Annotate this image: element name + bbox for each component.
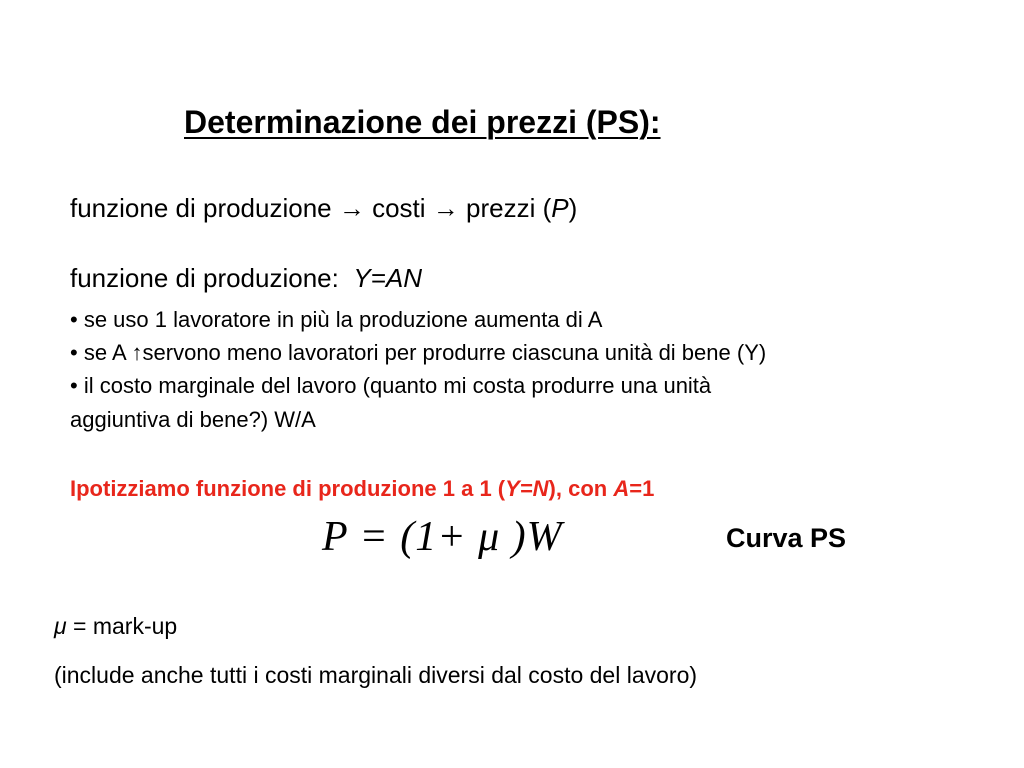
production-function-line [70, 263, 422, 294]
mu-equals: = [66, 613, 93, 639]
ps-formula: P = (1+ μ )W [322, 514, 563, 560]
hypothesis-value: =1 [629, 476, 655, 501]
hypothesis-variable: A [613, 476, 630, 501]
hypothesis-mid: ), con [548, 476, 614, 501]
bullet-item: • il costo marginale del lavoro (quanto mi costa produrre una unità [70, 373, 712, 398]
hypothesis-equation: Y=N [505, 476, 549, 501]
mu-definition [54, 613, 177, 640]
production-function-label: funzione di produzione: [70, 263, 339, 293]
production-chain-text: funzione di produzione → costi → prezzi ( [70, 193, 552, 223]
production-chain-line [70, 193, 577, 224]
bullet-item: • se A ↑servono meno lavoratori per produrre ciascuna unità di bene (Y) [70, 340, 767, 365]
mu-text: mark-up [92, 613, 178, 639]
price-variable: P [551, 193, 569, 223]
markup-note: (include anche tutti i costi marginali diversi dal costo del lavoro) [54, 662, 698, 688]
mu-symbol: μ [54, 613, 67, 639]
production-function-equation: Y=AN [353, 263, 422, 293]
hypothesis-text: Ipotizziamo funzione di produzione 1 a 1 ( [70, 476, 506, 501]
hypothesis-line [70, 476, 654, 502]
bullet-item-continuation: aggiuntiva di bene?) W/A [70, 407, 316, 432]
production-chain-close: ) [568, 193, 578, 223]
bullet-item: • se uso 1 lavoratore in più la produzione aumenta di A [70, 307, 603, 332]
slide-title: Determinazione dei prezzi (PS): [184, 104, 661, 140]
curve-label: Curva PS [726, 523, 847, 553]
